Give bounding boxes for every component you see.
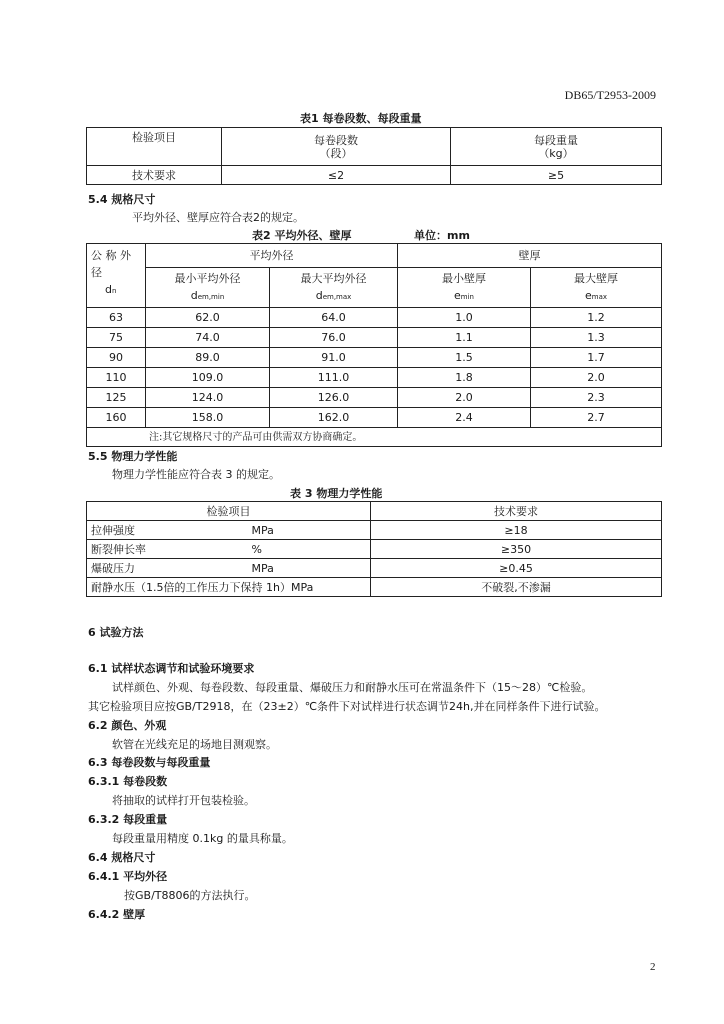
table2-subheader: 最小平均外径 dem,min bbox=[146, 268, 270, 308]
table2-cell: 2.0 bbox=[531, 368, 662, 388]
section-6-4-2-heading: 6.4.2 壁厚 bbox=[88, 908, 146, 921]
table3-header-req: 技术要求 bbox=[371, 502, 662, 521]
table3-cell-unit: % bbox=[246, 540, 371, 559]
table3-caption: 表 3 物理力学性能 bbox=[290, 487, 383, 500]
table3 bbox=[86, 501, 662, 597]
table2-cell: 158.0 bbox=[146, 408, 270, 428]
table3-cell-req: ≥0.45 bbox=[371, 559, 662, 578]
table1-cell: 技术要求 bbox=[87, 166, 222, 185]
table1 bbox=[86, 127, 662, 185]
table3-cell-req: ≥18 bbox=[371, 521, 662, 540]
table1-caption: 表1 每卷段数、每段重量 bbox=[300, 112, 422, 125]
table2-subheader: 最大平均外径 dem,max bbox=[270, 268, 398, 308]
table2-cell: 126.0 bbox=[270, 388, 398, 408]
table2-cell: 160 bbox=[87, 408, 146, 428]
section-6-3-1-para: 将抽取的试样打开包装检验。 bbox=[112, 794, 255, 807]
table2-cell: 76.0 bbox=[270, 328, 398, 348]
section-6-3-1-heading: 6.3.1 每卷段数 bbox=[88, 775, 168, 788]
section-6-2-heading: 6.2 颜色、外观 bbox=[88, 719, 167, 732]
table2-unit: 单位：mm bbox=[414, 229, 470, 242]
standard-code: DB65/T2953-2009 bbox=[564, 88, 656, 102]
table3-header-item: 检验项目 bbox=[87, 502, 371, 521]
section-6-1-line2: 其它检验项目应按GB/T2918，在（23±2）℃条件下对试样进行状态调节24h,并在同样条件下进行试验。 bbox=[88, 700, 606, 713]
table2-cell: 2.0 bbox=[398, 388, 531, 408]
table3-cell-req: ≥350 bbox=[371, 540, 662, 559]
section-6-3-2-heading: 6.3.2 每段重量 bbox=[88, 813, 168, 826]
table1-header-segments: 每卷段数 （段） bbox=[222, 128, 451, 166]
table3-cell-item: 耐静水压（1.5倍的工作压力下保持 1h）MPa bbox=[87, 578, 371, 597]
table2-cell: 90 bbox=[87, 348, 146, 368]
section-5-4-para: 平均外径、壁厚应符合表2的规定。 bbox=[132, 211, 304, 224]
section-6-1-heading: 6.1 试样状态调节和试验环境要求 bbox=[88, 662, 255, 675]
section-6-3-heading: 6.3 每卷段数与每段重量 bbox=[88, 756, 211, 769]
table1-cell: ≥5 bbox=[451, 166, 662, 185]
section-6-1-line1: 试样颜色、外观、每卷段数、每段重量、爆破压力和耐静水压可在常温条件下（15～28）℃检验。 bbox=[112, 681, 593, 694]
table2-cell: 63 bbox=[87, 308, 146, 328]
table2-cell: 124.0 bbox=[146, 388, 270, 408]
table2-cell: 2.4 bbox=[398, 408, 531, 428]
section-6-2-para: 软管在光线充足的场地目测观察。 bbox=[112, 738, 277, 751]
section-5-4-heading: 5.4 规格尺寸 bbox=[88, 193, 156, 206]
table2-caption: 表2 平均外径、壁厚 bbox=[252, 229, 352, 242]
page-number: 2 bbox=[650, 961, 656, 973]
table2-cell: 162.0 bbox=[270, 408, 398, 428]
section-6-4-1-para: 按GB/T8806的方法执行。 bbox=[124, 889, 256, 902]
table3-cell-unit: MPa bbox=[246, 559, 371, 578]
table2-subheader: 最小壁厚 emin bbox=[398, 268, 531, 308]
table2-cell: 1.1 bbox=[398, 328, 531, 348]
table1-cell: ≤2 bbox=[222, 166, 451, 185]
section-5-5-para: 物理力学性能应符合表 3 的规定。 bbox=[112, 468, 280, 481]
table2-note: 注:其它规格尺寸的产品可由供需双方协商确定。 bbox=[87, 428, 662, 447]
table2-cell: 1.5 bbox=[398, 348, 531, 368]
table2-cell: 1.7 bbox=[531, 348, 662, 368]
section-6-4-1-heading: 6.4.1 平均外径 bbox=[88, 870, 168, 883]
table3-cell-unit: MPa bbox=[246, 521, 371, 540]
table2-subheader: 最大壁厚 emax bbox=[531, 268, 662, 308]
table3-cell-item: 拉伸强度 bbox=[87, 521, 246, 540]
table2-cell: 1.3 bbox=[531, 328, 662, 348]
section-6-4-heading: 6.4 规格尺寸 bbox=[88, 851, 156, 864]
table2-cell: 125 bbox=[87, 388, 146, 408]
table2-cell: 1.8 bbox=[398, 368, 531, 388]
table2-header-od: 平均外径 bbox=[146, 244, 398, 268]
table3-cell-req: 不破裂,不渗漏 bbox=[371, 578, 662, 597]
section-6-heading: 6 试验方法 bbox=[88, 626, 144, 639]
table2-cell: 2.7 bbox=[531, 408, 662, 428]
table3-cell-item: 爆破压力 bbox=[87, 559, 246, 578]
table2-cell: 74.0 bbox=[146, 328, 270, 348]
table3-cell-item: 断裂伸长率 bbox=[87, 540, 246, 559]
table2-cell: 75 bbox=[87, 328, 146, 348]
table2-cell: 91.0 bbox=[270, 348, 398, 368]
table2-header-nominal: 公 称 外 径 dn bbox=[87, 244, 146, 308]
table2-cell: 1.0 bbox=[398, 308, 531, 328]
table2-cell: 110 bbox=[87, 368, 146, 388]
table2-cell: 89.0 bbox=[146, 348, 270, 368]
table1-header-item: 检验项目 bbox=[87, 128, 222, 166]
table2-cell: 2.3 bbox=[531, 388, 662, 408]
table2-cell: 62.0 bbox=[146, 308, 270, 328]
table2-cell: 111.0 bbox=[270, 368, 398, 388]
table2 bbox=[86, 243, 662, 447]
table2-header-wall: 壁厚 bbox=[398, 244, 662, 268]
section-5-5-heading: 5.5 物理力学性能 bbox=[88, 450, 178, 463]
table2-cell: 109.0 bbox=[146, 368, 270, 388]
section-6-3-2-para: 每段重量用精度 0.1kg 的量具称量。 bbox=[112, 832, 293, 845]
table2-cell: 64.0 bbox=[270, 308, 398, 328]
table1-header-weight: 每段重量 （kg） bbox=[451, 128, 662, 166]
table2-cell: 1.2 bbox=[531, 308, 662, 328]
